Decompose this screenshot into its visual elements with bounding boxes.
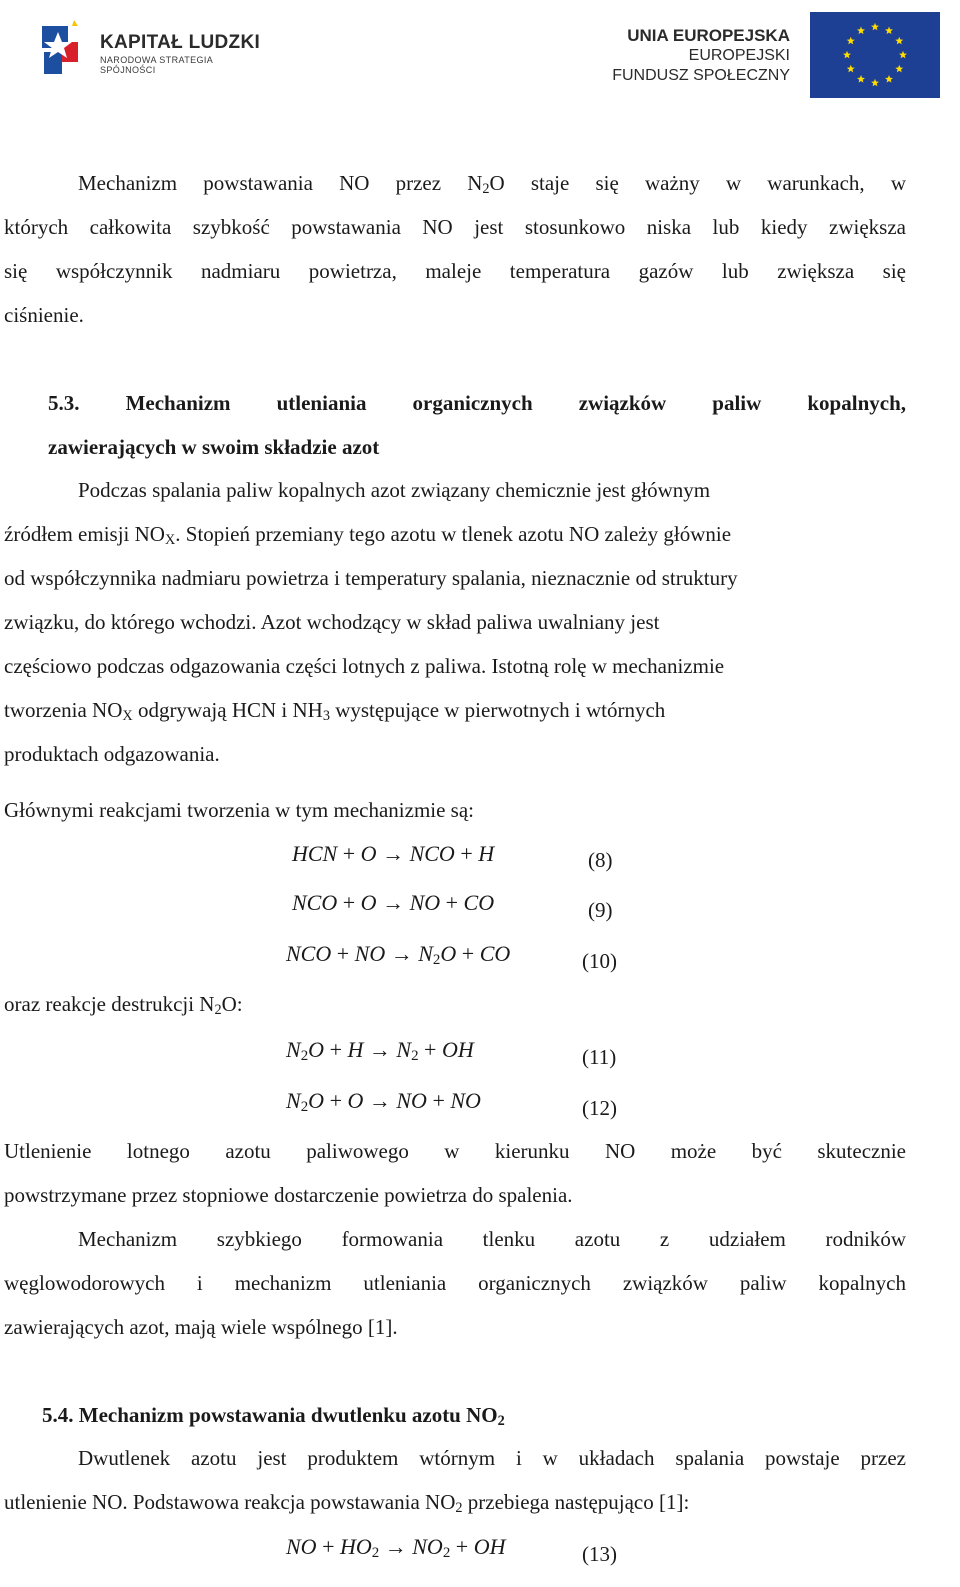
- equation-12-number: (12): [582, 1096, 617, 1120]
- kapital-ludzki-title: KAPITAŁ LUDZKI: [100, 32, 261, 53]
- p3-line1: Głównymi reakcjami tworzenia w tym mechanizmie są:: [4, 798, 475, 822]
- kapital-ludzki-subtitle: NARODOWA STRATEGIA SPÓJNOŚCI: [100, 55, 213, 75]
- equation-13-number: (13): [582, 1542, 617, 1566]
- p2-line7: produktach odgazowania.: [4, 742, 220, 766]
- p1-line4: ciśnienie.: [4, 303, 84, 327]
- equation-10: NCO + NO → $N_2O$ + CO: [286, 941, 511, 968]
- equation-11-number: (11): [582, 1045, 617, 1069]
- kapital-ludzki-logo: [38, 12, 268, 92]
- eu-logo: [610, 10, 940, 100]
- p6-line2: węglowodorowych i mechanizm utleniania organicznych związków paliw kopalnych: [4, 1271, 906, 1295]
- p6-line3: zawierających azot, mają wiele wspólnego [1].: [4, 1315, 398, 1339]
- p2-line1: Podczas spalania paliw kopalnych azot związany chemicznie jest głównym: [78, 478, 711, 502]
- equation-8: HCN + O → NCO + H: [292, 841, 495, 866]
- p2-line4: związku, do którego wchodzi. Azot wchodzący w skład paliwa uwalniany jest: [4, 610, 660, 634]
- equation-10-number: (10): [582, 949, 617, 973]
- p7-line1: Dwutlenek azotu jest produktem wtórnym i w układach spalania powstaje przez: [78, 1446, 906, 1470]
- p1-line2: których całkowita szybkość powstawania NO jest stosunkowo niska lub kiedy zwiększa: [4, 215, 906, 239]
- p4-line1: oraz reakcje destrukcji $N_2O$:: [4, 992, 243, 1018]
- p2-line6: tworzenia $NO_X$ odgrywają HCN i $NH_3$ występujące w pierwotnych i wtórnych: [4, 698, 666, 724]
- equation-9: NCO + O → NO + CO: [292, 890, 495, 915]
- kapital-ludzki-emblem-icon: [38, 12, 98, 92]
- p5-line1: Utlenienie lotnego azotu paliwowego w kierunku NO może być skutecznie: [4, 1139, 906, 1163]
- p6-line1: Mechanizm szybkiego formowania tlenku azotu z udziałem rodników: [78, 1227, 906, 1251]
- equation-9-number: (9): [588, 898, 613, 922]
- equation-12: $N_2O + O$ → NO + NO: [286, 1088, 481, 1115]
- eu-logo-line3: FUNDUSZ SPOŁECZNY: [612, 67, 790, 84]
- eu-logo-line1: UNIA EUROPEJSKA: [627, 26, 790, 45]
- p1-line3: się współczynnik nadmiaru powietrza, maleje temperatura gazów lub zwiększa się: [4, 259, 906, 283]
- eu-flag-icon: [810, 12, 940, 98]
- equation-11: $N_2O + H \to N_2$ + OH: [286, 1037, 474, 1064]
- section-5-4-heading: 5.4. Mechanizm powstawania dwutlenku azotu $NO_2$: [42, 1403, 505, 1429]
- p2-line3: od współczynnika nadmiaru powietrza i temperatury spalania, nieznacznie od struktury: [4, 566, 738, 590]
- section-5-3-heading-line1: 5.3. Mechanizm utleniania organicznych związków paliw kopalnych,: [48, 391, 906, 415]
- p2-line5: częściowo podczas odgazowania części lotnych z paliwa. Istotną rolę w mechanizmie: [4, 654, 725, 678]
- p5-line2: powstrzymane przez stopniowe dostarczenie powietrza do spalenia.: [4, 1183, 573, 1207]
- p7-line2: utlenienie NO. Podstawowa reakcja powstawania $NO_2$ przebiega następująco [1]:: [4, 1490, 690, 1516]
- p2-line2: źródłem emisji $NO_X$. Stopień przemiany tego azotu w tlenek azotu NO zależy głównie: [4, 522, 732, 548]
- equation-8-number: (8): [588, 848, 613, 872]
- section-5-3-heading-line2: zawierających w swoim składzie azot: [48, 435, 380, 459]
- equation-13: NO + $HO_2 \to NO_2$ + OH: [286, 1534, 506, 1561]
- eu-logo-line2: EUROPEJSKI: [688, 47, 790, 64]
- page-header: [0, 0, 960, 110]
- p1-line1: Mechanizm powstawania NO przez $N_2O$ staje się ważny w warunkach, w: [78, 171, 906, 197]
